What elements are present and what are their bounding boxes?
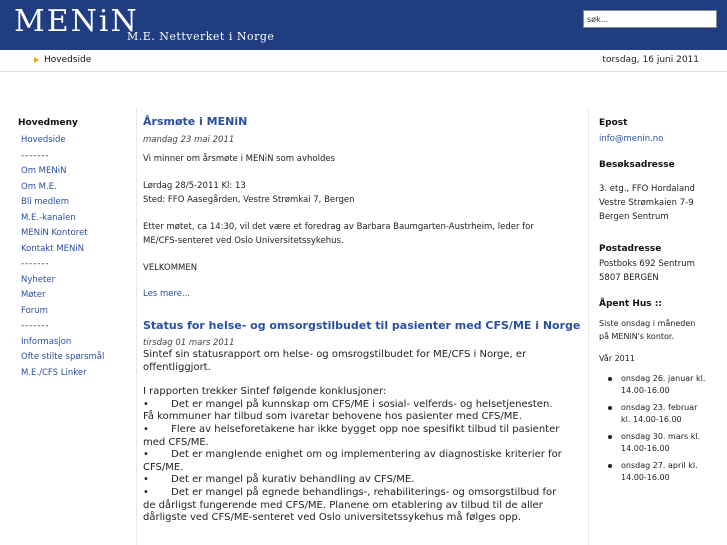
- nav-item-hovedside[interactable]: Hovedside: [21, 135, 66, 145]
- nav-item-me-kanalen[interactable]: M.E.-kanalen: [21, 212, 76, 223]
- breadcrumb: [0, 50, 727, 72]
- apent-hus-dates: [599, 373, 714, 484]
- list-item: onsdag 23. februar kl. 14.00-16.00: [621, 402, 707, 426]
- address-line: 3. etg., FFO Hordaland: [599, 184, 695, 194]
- besoksadresse-title: Besøksadresse: [599, 160, 675, 170]
- nav-item-moter[interactable]: Møter: [21, 290, 46, 300]
- apent-hus-text: på MENiN's kontor.: [599, 332, 675, 341]
- address-line: Postboks 692 Sentrum: [599, 259, 695, 269]
- main-menu-title: Hovedmeny: [18, 118, 78, 128]
- article-text: • Det er mangel på kurativ behandling av CFS/ME.: [143, 474, 415, 486]
- article-text: de dårligst fungerende med CFS/ME. Planene om etablering av tilbud til de aller: [143, 499, 543, 511]
- apent-hus-title: Åpent Hus ::: [599, 299, 662, 309]
- breadcrumb-home-link[interactable]: Hovedside: [44, 55, 92, 65]
- nav-separator: -------: [21, 259, 50, 269]
- address-line: 5807 BERGEN: [599, 273, 659, 283]
- email-link[interactable]: info@menin.no: [599, 134, 664, 144]
- main-menu: [18, 112, 136, 381]
- article-text: ME/CFS-senteret ved Oslo Universitetssykehus.: [143, 236, 344, 246]
- apent-hus-season: Vår 2011: [599, 354, 635, 363]
- list-item: onsdag 27. april kl. 14.00-16.00: [621, 460, 707, 484]
- read-more-link[interactable]: Les mere...: [143, 289, 191, 299]
- current-date: torsdag, 16 juni 2011: [602, 55, 699, 65]
- article-text: offentliggjort.: [143, 361, 211, 373]
- address-line: Vestre Strømkaien 7-9: [599, 198, 694, 208]
- article-text: med CFS/ME.: [143, 436, 209, 448]
- article-title[interactable]: Årsmøte i MENiN: [143, 115, 248, 128]
- article-text: Lørdag 28/5-2011 Kl: 13: [143, 181, 246, 191]
- nav-separator: -------: [21, 150, 50, 161]
- nav-item-menin-kontoret[interactable]: MENiN Kontoret: [21, 228, 88, 238]
- main-content: [143, 114, 583, 525]
- nav-item-forum[interactable]: Forum: [21, 305, 48, 316]
- article-text: • Det er manglende enighet om og implementering av diagnostiske kriterier for: [143, 449, 562, 461]
- article-text: • Det er mangel på kunnskap om CFS/ME i sosial- velferds- og helsetjenesten.: [143, 398, 553, 410]
- arrow-right-icon: [34, 57, 39, 63]
- article-text: Vi minner om årsmøte i MENiN som avholdes: [143, 154, 335, 164]
- site-logo[interactable]: MENiN: [14, 4, 139, 39]
- search-input[interactable]: [583, 10, 717, 28]
- nav-item-bli-medlem[interactable]: Bli medlem: [21, 197, 70, 207]
- list-item: onsdag 30. mars kl. 14.00-16.00: [621, 431, 707, 455]
- list-item: onsdag 26. januar kl. 14.00-16.00: [621, 374, 706, 395]
- address-line: Bergen Sentrum: [599, 212, 669, 222]
- article-date: tirsdag 01 mars 2011: [143, 338, 235, 348]
- article-text: dårligste ved CFS/ME-senteret ved Oslo universitetssykehus må følges opp.: [143, 512, 522, 524]
- epost-title: Epost: [599, 118, 628, 128]
- nav-separator: -------: [21, 321, 50, 331]
- article-text: I rapporten trekker Sintef følgende konklusjoner:: [143, 386, 387, 398]
- article-text: • Det er mangel på egnede behandlings-, rehabiliterings- og omsorgstilbud for: [143, 486, 557, 498]
- contact-sidebar: [599, 112, 714, 489]
- article-text: CFS/ME.: [143, 461, 184, 473]
- column-divider: [588, 108, 589, 545]
- article-title[interactable]: Status for helse- og omsorgstilbudet til pasienter med CFS/ME i Norge: [143, 319, 581, 332]
- article-date: mandag 23 mai 2011: [143, 135, 235, 145]
- column-divider: [136, 108, 137, 545]
- nav-item-om-me[interactable]: Om M.E.: [21, 181, 57, 192]
- article-text: Etter møtet, ca 14:30, vil det være et foredrag av Barbara Baumgarten-Austrheim, leder for: [143, 222, 534, 232]
- article-text: Sintef sin statusrapport om helse- og omsrogstilbudet for ME/CFS i Norge, er: [143, 349, 527, 360]
- article-text: Sted: FFO Aasegården, Vestre Strømkai 7, Bergen: [143, 195, 355, 205]
- nav-item-ofte-stilte-sporsmal[interactable]: Ofte stilte spørsmål: [21, 352, 105, 362]
- nav-item-me-cfs-linker[interactable]: M.E./CFS Linker: [21, 367, 87, 378]
- site-header: [0, 0, 727, 50]
- postadresse-title: Postadresse: [599, 244, 662, 254]
- nav-item-nyheter[interactable]: Nyheter: [21, 274, 56, 285]
- nav-item-om-menin[interactable]: Om MENiN: [21, 166, 67, 176]
- nav-item-informasjon[interactable]: Informasjon: [21, 336, 72, 347]
- nav-item-kontakt-menin[interactable]: Kontakt MENiN: [21, 243, 85, 254]
- article-text: VELKOMMEN: [143, 263, 198, 273]
- apent-hus-text: Siste onsdag i måneden: [599, 319, 696, 328]
- site-tagline: M.E. Nettverket i Norge: [127, 30, 275, 43]
- article-text: Få kommuner har tilbud som ivaretar behovene hos pasienter med CFS/ME.: [143, 411, 522, 423]
- article-text: • Flere av helseforetakene har ikke bygget opp noe spesifikt tilbud til pasienter: [143, 423, 560, 435]
